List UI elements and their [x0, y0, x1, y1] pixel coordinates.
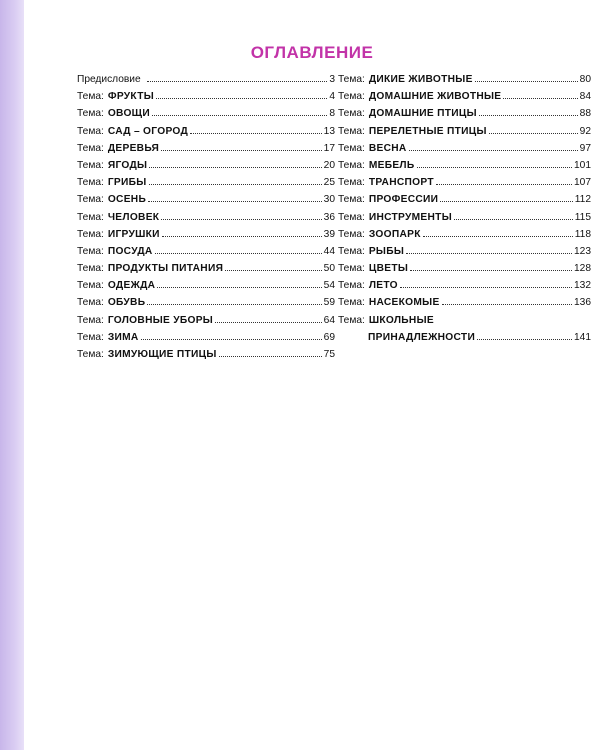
toc-entry-label: Тема:: [77, 142, 104, 154]
toc-entry-topic: ДОМАШНИЕ ПТИЦЫ: [368, 108, 477, 120]
toc-entry-page: 69: [323, 331, 335, 343]
toc-entry-page: 118: [574, 228, 591, 240]
toc-entry-page: 4: [329, 91, 335, 103]
dot-leader: [147, 304, 321, 305]
dot-leader: [156, 98, 327, 99]
toc-entry-page: 132: [574, 280, 591, 292]
toc-entry-page: 75: [323, 349, 335, 360]
toc-entry[interactable]: [77, 105, 335, 122]
toc-entry-page: 115: [574, 211, 591, 223]
toc-entry-label: Тема:: [338, 297, 365, 309]
toc-entry-label: Тема:: [77, 314, 104, 326]
toc-entry[interactable]: [338, 260, 591, 277]
toc-entry-topic: ПРОФЕССИИ: [368, 194, 439, 206]
toc-entry[interactable]: [77, 346, 335, 363]
dot-leader: [503, 98, 577, 99]
toc-entry-label: Тема:: [338, 314, 365, 326]
toc-entry-topic: ГОЛОВНЫЕ УБОРЫ: [107, 314, 214, 326]
dot-leader: [225, 270, 321, 271]
toc-entry-page: 97: [579, 142, 591, 154]
toc-entry-label: Тема:: [77, 245, 104, 257]
toc-entry-topic: ИГРУШКИ: [107, 228, 160, 240]
toc-entry[interactable]: [77, 157, 335, 174]
toc-entry-label: Тема:: [338, 159, 365, 171]
toc-entry-label: Тема:: [338, 211, 365, 223]
toc-entry-label: Тема:: [338, 108, 365, 120]
dot-leader: [410, 270, 572, 271]
toc-entry-topic: САД – ОГОРОД: [107, 125, 189, 137]
toc-entry-page: 13: [323, 125, 335, 137]
toc-entry-topic: ОСЕНЬ: [107, 194, 147, 206]
dot-leader: [475, 81, 578, 82]
toc-entry-label: Тема:: [77, 91, 104, 103]
toc-entry-label: Тема:: [77, 263, 104, 275]
toc-entry-label: Тема:: [77, 125, 104, 137]
toc-entry[interactable]: [77, 226, 335, 243]
toc-entry-topic: ДИКИЕ ЖИВОТНЫЕ: [368, 74, 473, 85]
toc-entry-page: 59: [323, 297, 335, 309]
dot-leader: [489, 133, 578, 134]
toc-entry-topic: ОДЕЖДА: [107, 280, 156, 292]
toc-entry-multiline[interactable]: [338, 312, 591, 346]
toc-entry[interactable]: [77, 243, 335, 260]
toc-entry-page: 92: [579, 125, 591, 137]
toc-entry-topic: ЦВЕТЫ: [368, 263, 409, 275]
toc-entry-topic: ИНСТРУМЕНТЫ: [368, 211, 452, 223]
toc-entry[interactable]: [338, 174, 591, 191]
toc-entry-topic: РЫБЫ: [368, 245, 405, 257]
dot-leader: [149, 167, 321, 168]
dot-leader: [190, 133, 322, 134]
toc-entry-label: Тема:: [77, 177, 104, 189]
toc-entry-label: Тема:: [77, 228, 104, 240]
toc-entry-page: 88: [579, 108, 591, 120]
page-title: ОГЛАВЛЕНИЕ: [250, 43, 374, 62]
toc-entry-page: 44: [323, 245, 335, 257]
dot-leader: [436, 184, 572, 185]
toc-entry[interactable]: [77, 174, 335, 191]
toc-entry[interactable]: [77, 71, 335, 88]
toc-entry-page: 136: [574, 297, 591, 309]
toc-entry[interactable]: [77, 329, 335, 346]
toc-entry[interactable]: [77, 88, 335, 105]
toc-entry-page: 101: [574, 159, 591, 171]
dot-leader: [152, 115, 327, 116]
toc-entry-topic: ПРОДУКТЫ ПИТАНИЯ: [107, 263, 224, 275]
toc-entry[interactable]: [338, 209, 591, 226]
toc-entry-topic: ДОМАШНИЕ ЖИВОТНЫЕ: [368, 91, 502, 103]
toc-entry-page: 54: [323, 280, 335, 292]
toc-entry[interactable]: [338, 157, 591, 174]
dot-leader: [162, 236, 322, 237]
toc-entry[interactable]: [338, 277, 591, 294]
toc-entry[interactable]: [338, 123, 591, 140]
toc-entry-page: 112: [574, 194, 591, 206]
toc-entry-topic: ВЕСНА: [368, 142, 407, 154]
page-edge-strip: [0, 0, 24, 750]
toc-entry-label: Тема:: [338, 142, 365, 154]
toc-entry[interactable]: [338, 226, 591, 243]
toc-entry[interactable]: [77, 191, 335, 208]
toc-entry-label: Тема:: [338, 245, 365, 257]
toc-entry-topic: МЕБЕЛЬ: [368, 159, 415, 171]
dot-leader: [406, 253, 572, 254]
toc-entry-label: Тема:: [338, 194, 365, 206]
toc-entry-label: Тема:: [77, 280, 104, 292]
toc-entry-line: [338, 329, 591, 346]
toc-entry-label: Тема:: [77, 331, 104, 343]
toc-entry-topic: ЯГОДЫ: [107, 159, 148, 171]
toc-entry-page: 107: [574, 177, 591, 189]
dot-leader: [442, 304, 572, 305]
toc-entry-topic: ТРАНСПОРТ: [368, 177, 434, 189]
toc-entry-label: Предисловие: [77, 74, 141, 85]
toc-entry[interactable]: [77, 294, 335, 311]
toc-entry[interactable]: [77, 140, 335, 157]
dot-leader: [400, 287, 572, 288]
toc-entry[interactable]: [338, 71, 591, 88]
toc-entry-label: Тема:: [338, 74, 365, 85]
toc-entry-label: Тема:: [338, 177, 365, 189]
toc-page: [24, 0, 600, 750]
dot-leader: [409, 150, 578, 151]
toc-entry-page: 84: [579, 91, 591, 103]
dot-leader: [215, 322, 322, 323]
toc-entry-page: 80: [579, 74, 591, 85]
toc-entry[interactable]: [77, 209, 335, 226]
toc-entry-page: 64: [323, 314, 335, 326]
toc-entry-page: 50: [323, 263, 335, 275]
dot-leader: [440, 201, 572, 202]
toc-entry-label: Тема:: [338, 228, 365, 240]
toc-entry-label: Тема:: [77, 349, 104, 360]
toc-entry-topic: ДЕРЕВЬЯ: [107, 142, 160, 154]
toc-entry-page: 25: [323, 177, 335, 189]
toc-entry-topic: ПОСУДА: [107, 245, 153, 257]
toc-entry[interactable]: [77, 312, 335, 329]
toc-entry-label: Тема:: [338, 91, 365, 103]
dot-leader: [161, 219, 321, 220]
toc-entry-topic: ПЕРЕЛЕТНЫЕ ПТИЦЫ: [368, 125, 487, 137]
toc-entry-topic: НАСЕКОМЫЕ: [368, 297, 440, 309]
toc-entry-topic: ЗООПАРК: [368, 228, 421, 240]
toc-entry-topic: ЧЕЛОВЕК: [107, 211, 160, 223]
dot-leader: [477, 339, 572, 340]
toc-left-column: [77, 71, 335, 363]
toc-entry-page: 39: [323, 228, 335, 240]
toc-entry-topic: ОВОЩИ: [107, 108, 150, 120]
toc-entry-page: 123: [574, 245, 591, 257]
dot-leader: [423, 236, 573, 237]
toc-entry-page: 30: [323, 194, 335, 206]
dot-leader: [454, 219, 573, 220]
toc-entry[interactable]: [77, 277, 335, 294]
dot-leader: [147, 81, 328, 82]
toc-entry-page: 141: [574, 331, 591, 343]
toc-entry[interactable]: [77, 260, 335, 277]
toc-entry-page: 128: [574, 263, 591, 275]
dot-leader: [161, 150, 321, 151]
toc-entry[interactable]: [338, 243, 591, 260]
dot-leader: [219, 356, 322, 357]
toc-entry-label: Тема:: [338, 280, 365, 292]
toc-entry[interactable]: [338, 88, 591, 105]
toc-entry[interactable]: [338, 140, 591, 157]
toc-entry-label: Тема:: [77, 159, 104, 171]
toc-entry-label: Тема:: [77, 211, 104, 223]
toc-entry-topic: ЗИМУЮЩИЕ ПТИЦЫ: [107, 349, 217, 360]
toc-entry[interactable]: [338, 105, 591, 122]
toc-entry-topic: ОБУВЬ: [107, 297, 146, 309]
dot-leader: [149, 184, 322, 185]
toc-entry[interactable]: [338, 294, 591, 311]
dot-leader: [148, 201, 322, 202]
toc-entry-topic: ЗИМА: [107, 331, 139, 343]
toc-entry-page: 3: [329, 74, 335, 85]
toc-entry-label: Тема:: [77, 108, 104, 120]
toc-entry[interactable]: [338, 191, 591, 208]
dot-leader: [155, 253, 322, 254]
toc-entry-page: 17: [323, 142, 335, 154]
toc-entry-topic: ЛЕТО: [368, 280, 398, 292]
toc-entry-page: 20: [323, 159, 335, 171]
toc-entry-topic: ФРУКТЫ: [107, 91, 154, 103]
toc-right-column: [338, 71, 591, 346]
toc-entry-page: 36: [323, 211, 335, 223]
toc-entry-label: Тема:: [77, 194, 104, 206]
dot-leader: [417, 167, 573, 168]
toc-entry-topic: ШКОЛЬНЫЕ: [368, 314, 434, 326]
dot-leader: [141, 339, 322, 340]
toc-entry-label: Тема:: [338, 263, 365, 275]
toc-entry-label: Тема:: [77, 297, 104, 309]
toc-entry[interactable]: [77, 123, 335, 140]
toc-entry-page: 8: [329, 108, 335, 120]
dot-leader: [479, 115, 578, 116]
toc-entry-line: [338, 312, 591, 329]
dot-leader: [157, 287, 321, 288]
toc-entry-topic-continued: ПРИНАДЛЕЖНОСТИ: [368, 331, 476, 343]
toc-entry-topic: ГРИБЫ: [107, 177, 147, 189]
toc-entry-label: Тема:: [338, 125, 365, 137]
